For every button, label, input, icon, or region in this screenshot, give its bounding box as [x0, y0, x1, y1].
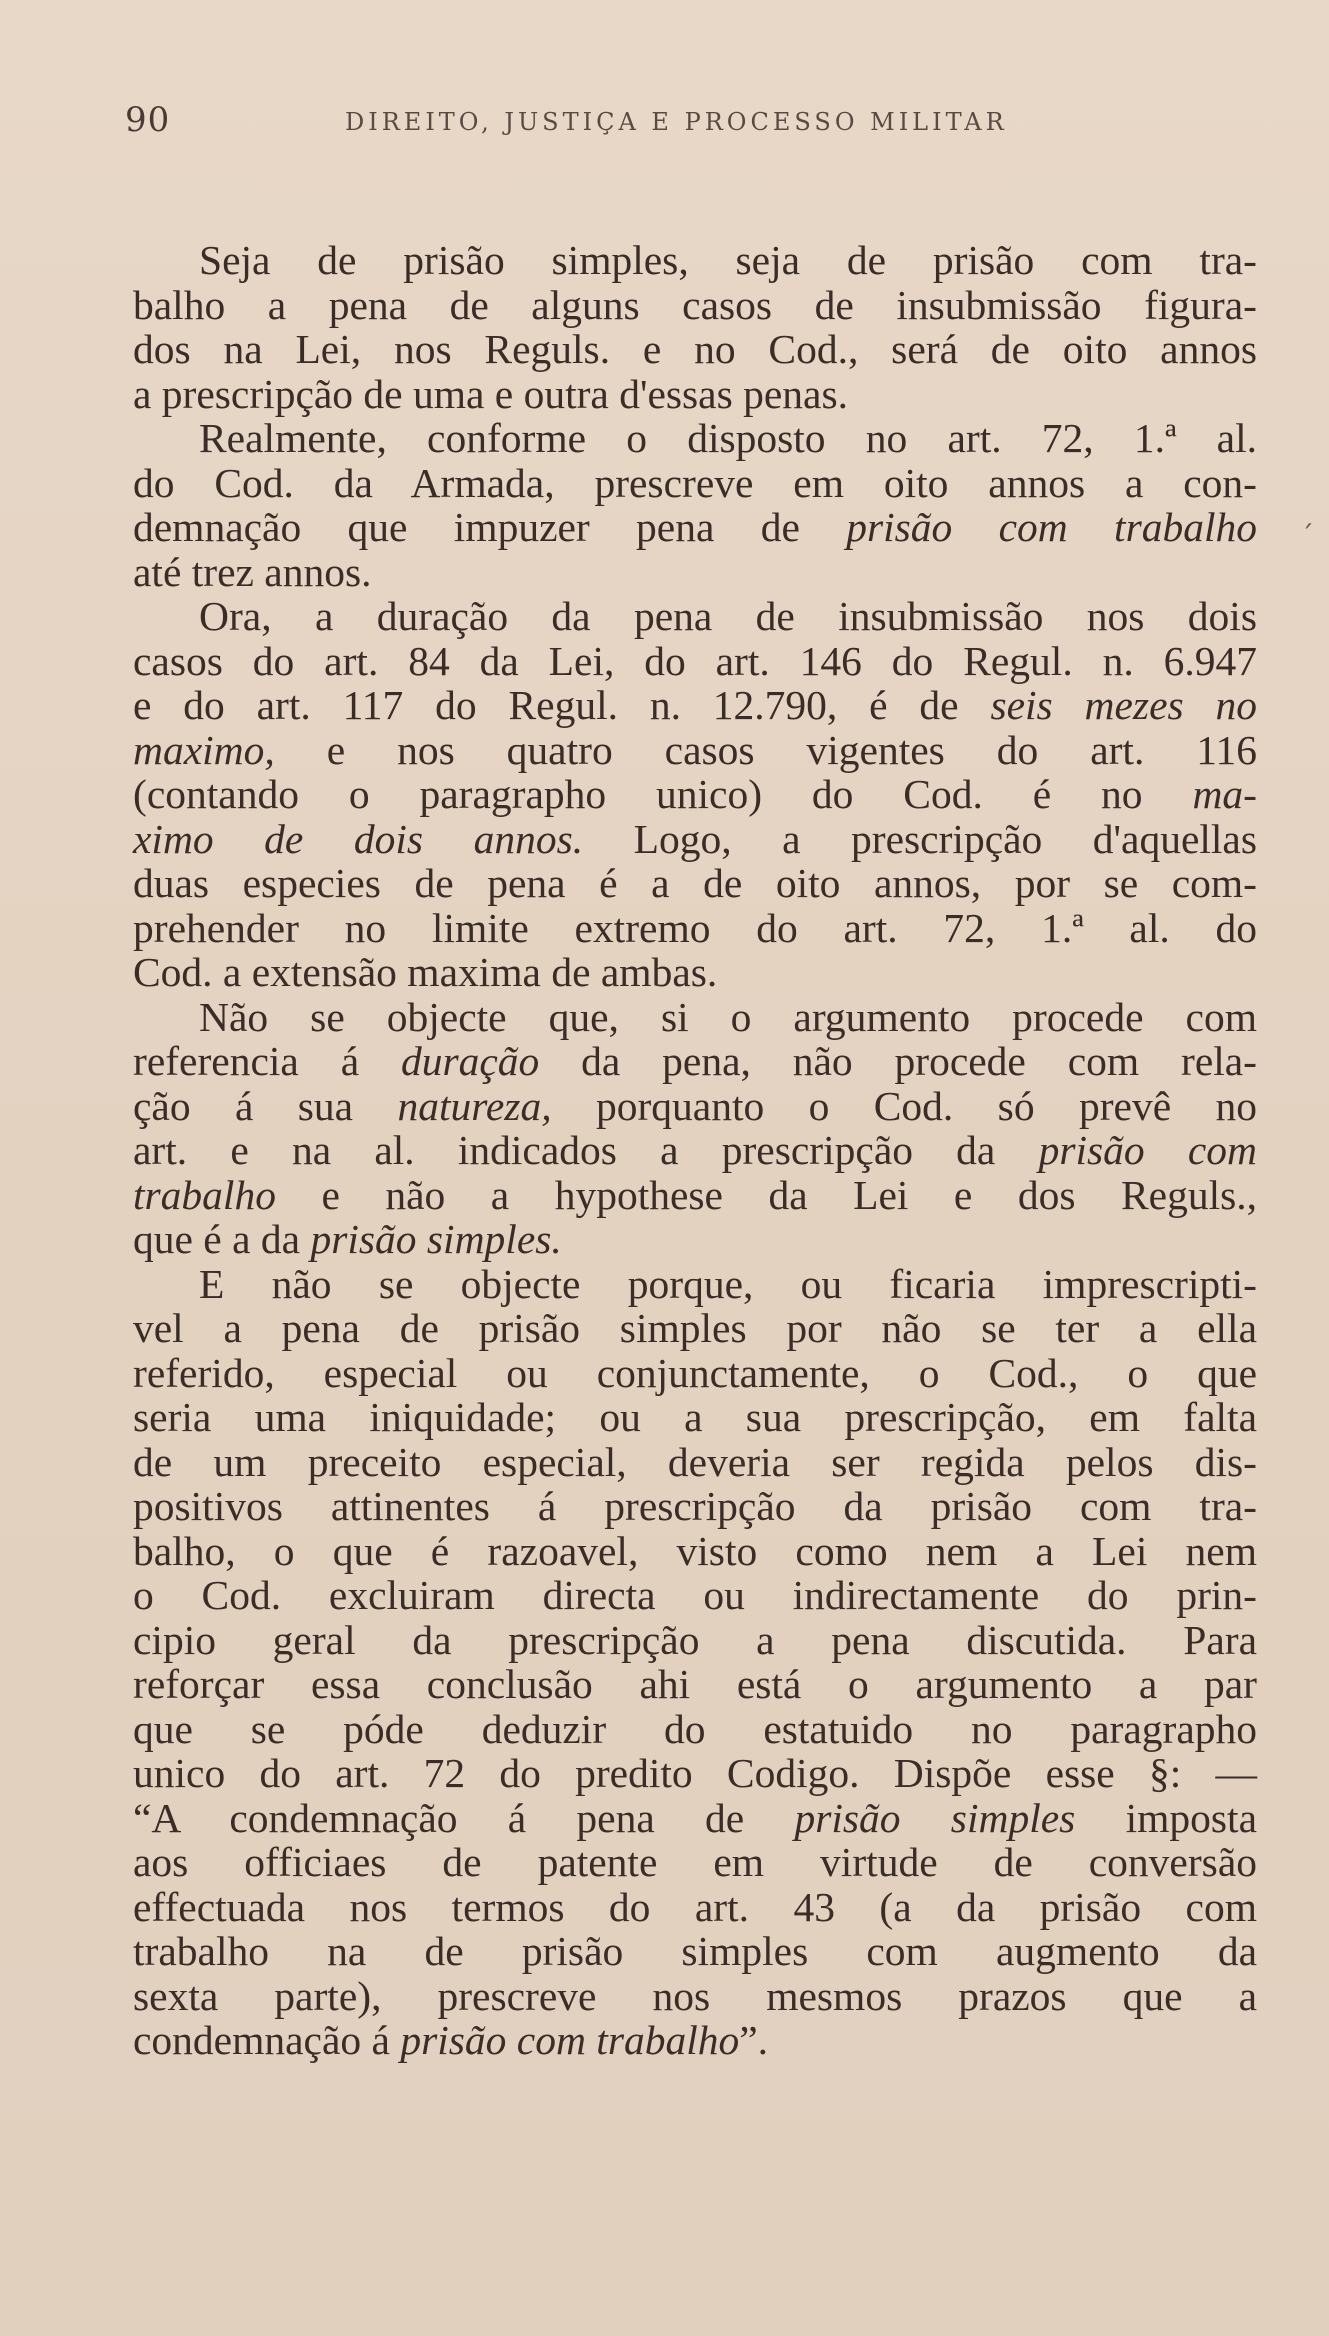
text-line: que é a da prisão simples.	[133, 1216, 562, 1262]
text-line: trabalho e não a hypothese da Lei e dos Reguls.,	[133, 1171, 1257, 1218]
text-line: (contando o paragrapho unico) do Cod. é no ma-	[133, 771, 1257, 817]
text-line: de um preceito especial, deveria ser regida pelos dis-	[133, 1438, 1257, 1485]
text-line: a prescripção de uma e outra d'essas penas.	[133, 370, 848, 417]
text-line: cipio geral da prescripção a pena discutida. Para	[133, 1616, 1257, 1663]
running-head: DIREITO, JUSTIÇA E PROCESSO MILITAR	[345, 108, 1008, 136]
page-header	[125, 100, 1255, 150]
text-line: E não se objecte porque, ou ficaria imprescripti-	[199, 1260, 1257, 1307]
text-line: dos na Lei, nos Reguls. e no Cod., será de oito annos	[133, 326, 1257, 372]
text-line: duas especies de pena é a de oito annos, por se com-	[133, 860, 1257, 906]
text-line: unico do art. 72 do predito Codigo. Dispõe esse §: —	[133, 1750, 1257, 1796]
text-line: referido, especial ou conjunctamente, o Cod., o que	[133, 1349, 1257, 1396]
text-line: aos officiaes de patente em virtude de conversão	[133, 1839, 1257, 1885]
text-line: ximo de dois annos. Logo, a prescripção d'aquellas	[133, 815, 1257, 862]
margin-mark: ´	[1300, 520, 1314, 553]
text-line: “A condemnação á pena de prisão simples imposta	[133, 1794, 1257, 1841]
text-line: positivos attinentes á prescripção da prisão com tra-	[133, 1483, 1257, 1529]
text-line: Cod. a extensão maxima de ambas.	[133, 949, 718, 995]
text-line: Realmente, conforme o disposto no art. 72, 1.ª al.	[199, 415, 1257, 461]
text-line: condemnação á prisão com trabalho”.	[133, 2017, 769, 2063]
text-line: prehender no limite extremo do art. 72, 1.ª al. do	[133, 904, 1257, 951]
text-line: casos do art. 84 da Lei, do art. 146 do Regul. n. 6.947	[133, 637, 1257, 684]
text-line: reforçar essa conclusão ahi está o argumento a par	[133, 1661, 1257, 1707]
text-line: demnação que impuzer pena de prisão com trabalho	[133, 504, 1258, 550]
text-line: Não se objecte que, si o argumento procede com	[199, 993, 1257, 1040]
text-line: Seja de prisão simples, seja de prisão com tra-	[199, 237, 1257, 283]
text-line: effectuada nos termos do art. 43 (a da prisão com	[133, 1883, 1257, 1930]
text-line: e do art. 117 do Regul. n. 12.790, é de seis mezes no	[133, 682, 1257, 728]
text-line: até trez annos.	[133, 548, 372, 595]
body-text	[133, 238, 1257, 2063]
page-number: 90	[125, 100, 171, 140]
text-line: que se póde deduzir do estatuido no paragrapho	[133, 1705, 1257, 1752]
text-line: referencia á duração da pena, não procede com rela-	[133, 1038, 1258, 1084]
text-line: balho, o que é razoavel, visto como nem a Lei nem	[133, 1527, 1257, 1574]
text-line: trabalho na de prisão simples com augmento da	[133, 1928, 1257, 1974]
text-line: maximo, e nos quatro casos vigentes do art. 116	[133, 726, 1257, 773]
text-line: balho a pena de alguns casos de insubmissão figura-	[133, 281, 1257, 328]
text-line: vel a pena de prisão simples por não se ter a ella	[133, 1305, 1257, 1351]
text-line: Ora, a duração da pena de insubmissão nos dois	[199, 593, 1257, 639]
text-line: do Cod. da Armada, prescreve em oito annos a con-	[133, 459, 1257, 506]
text-line: art. e na al. indicados a prescripção da prisão com	[133, 1127, 1257, 1173]
text-line: seria uma iniquidade; ou a sua prescripção, em falta	[133, 1394, 1257, 1440]
text-line: o Cod. excluiram directa ou indirectamente do prin-	[133, 1572, 1257, 1618]
text-line: ção á sua natureza, porquanto o Cod. só prevê no	[133, 1082, 1258, 1129]
text-line: sexta parte), prescreve nos mesmos prazos que a	[133, 1972, 1257, 2019]
